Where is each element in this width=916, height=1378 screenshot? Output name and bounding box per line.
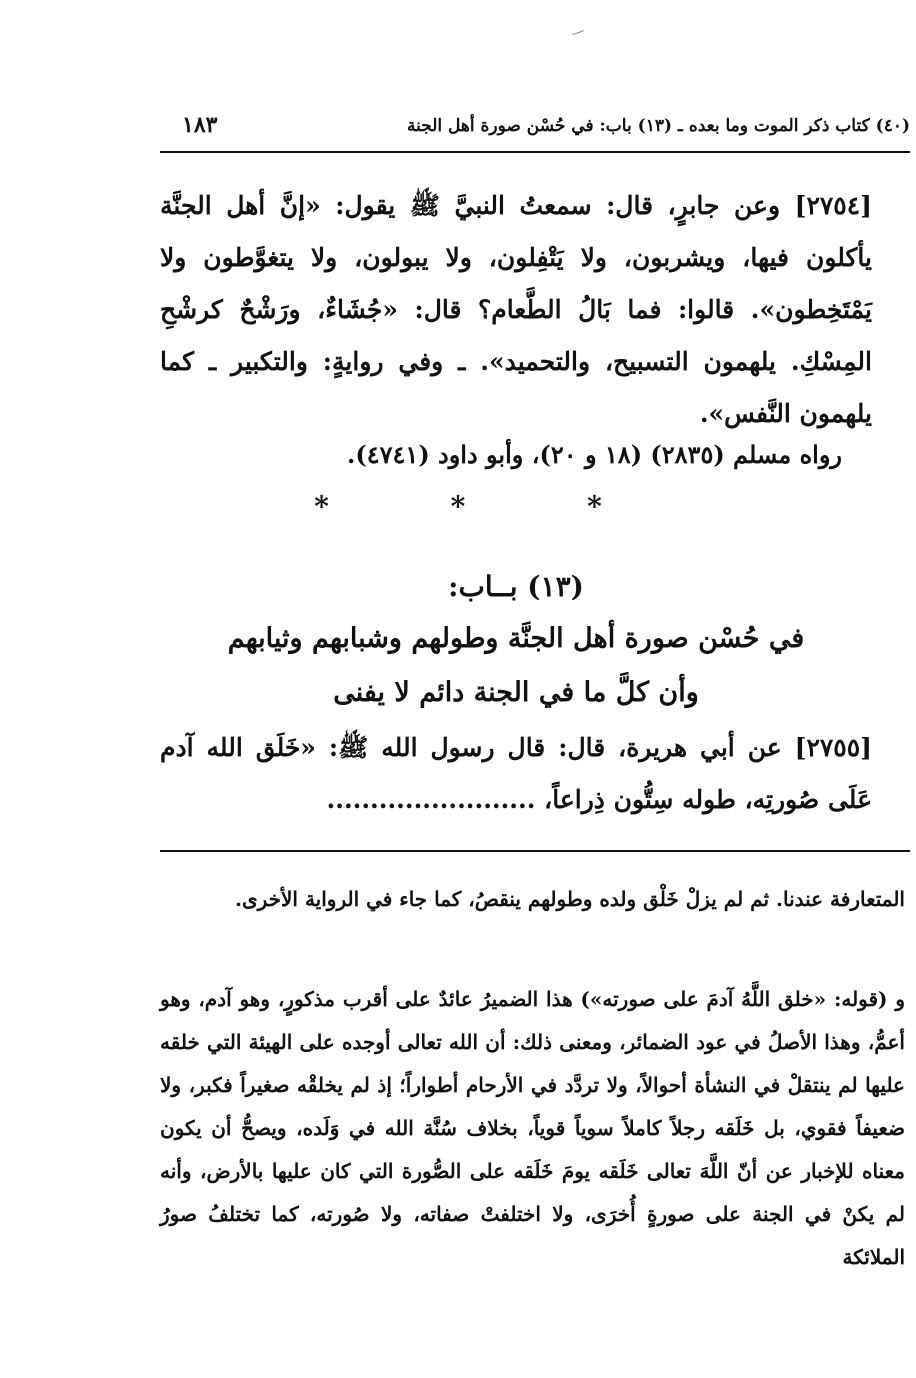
hadith-2754-source: رواه مسلم (٢٨٣٥) (١٨ و ٢٠)، وأبو داود (٤٧٤١). <box>347 440 842 469</box>
hadith-2755-body: [٢٧٥٥] عن أبي هريرة، قال: قال رسول الله ﷺ: «خَلَق الله آدم عَلَى صُورتِه، طوله سِتُّون ذِراعاً، <box>160 733 872 814</box>
chapter-title-line-2: وأن كلَّ ما في الجنة دائم لا يفنى <box>333 677 699 708</box>
hadith-2755-text <box>160 722 872 826</box>
header-rule <box>160 151 910 153</box>
header-title: (٤٠) كتاب ذكر الموت وما بعده ـ (١٣) باب: في حُسْن صورة أهل الجنة <box>407 116 910 136</box>
continuation-dots: ........................ <box>326 785 536 814</box>
chapter-heading <box>160 562 872 720</box>
section-separator: * * * <box>314 490 658 523</box>
chapter-label: (١٣) بــاب: <box>448 570 584 603</box>
commentary-paragraph-1: المتعارفة عندنا. ثم لم يزلْ خَلْق ولده وطولهم ينقصُ، كما جاء في الرواية الأخرى. <box>235 887 905 911</box>
footnote-rule <box>160 850 910 852</box>
chapter-title-line-1: في حُسْن صورة أهل الجنَّة وطولهم وشبابهم وثيابهم <box>227 623 805 654</box>
page-number: ١٨٣ <box>182 112 218 138</box>
commentary-paragraph-2: و (قوله: «خلق اللَّهُ آدمَ على صورته») هذا الضميرُ عائدٌ على أقرب مذكورٍ، وهو آدم، وهو أعمُّ، وهذا الأصلُ في عود الضمائر، ومعنى ذلك: أن الله تعالى أوجده على الهيئة التي خلقه عليها لم ينتقلْ في النشأة أحوالاً، ولا تردَّد في الأرحام أطواراً؛ إذ لم يخلقْه صغيراً فكبر، ولا ضعيفاً فقوي، بل خَلَقه رجلاً كاملاً سوياً قوياً، بخلاف سُنَّة الله في وَلَده، ويصحُّ أن يكون معناه للإخبار عن أنّ اللَّهَ تعالى خَلَقه يومَ خَلَقه على الصُّورة التي كان عليها بالأرض، وأنه لم يكنْ في الجنة على صورةٍ أُخرَى، ولا اختلفتْ صفاته، ولا صُورته، كما تختلفُ صورُ الملائكة <box>160 987 905 1269</box>
hadith-2754-text: [٢٧٥٤] وعن جابرٍ، قال: سمعتُ النبيَّ ﷺ يقول: «إنَّ أهل الجنَّة يأكلون فيها، ويشربون، ولا يَتْفِلون، ولا يبولون، ولا يتغوَّطون ولا يَمْتَخِطون». قالوا: فما بَالُ الطَّعام؟ قال: «جُشَاءٌ، ورَشْحٌ كرشْحِ المِسْكِ. يلهمون التسبيح، والتحميد». ـ وفي روايةٍ: والتكبير ـ كما يلهمون النَّفس». <box>160 191 872 428</box>
pencil-mark <box>573 30 586 38</box>
running-header <box>160 112 910 152</box>
